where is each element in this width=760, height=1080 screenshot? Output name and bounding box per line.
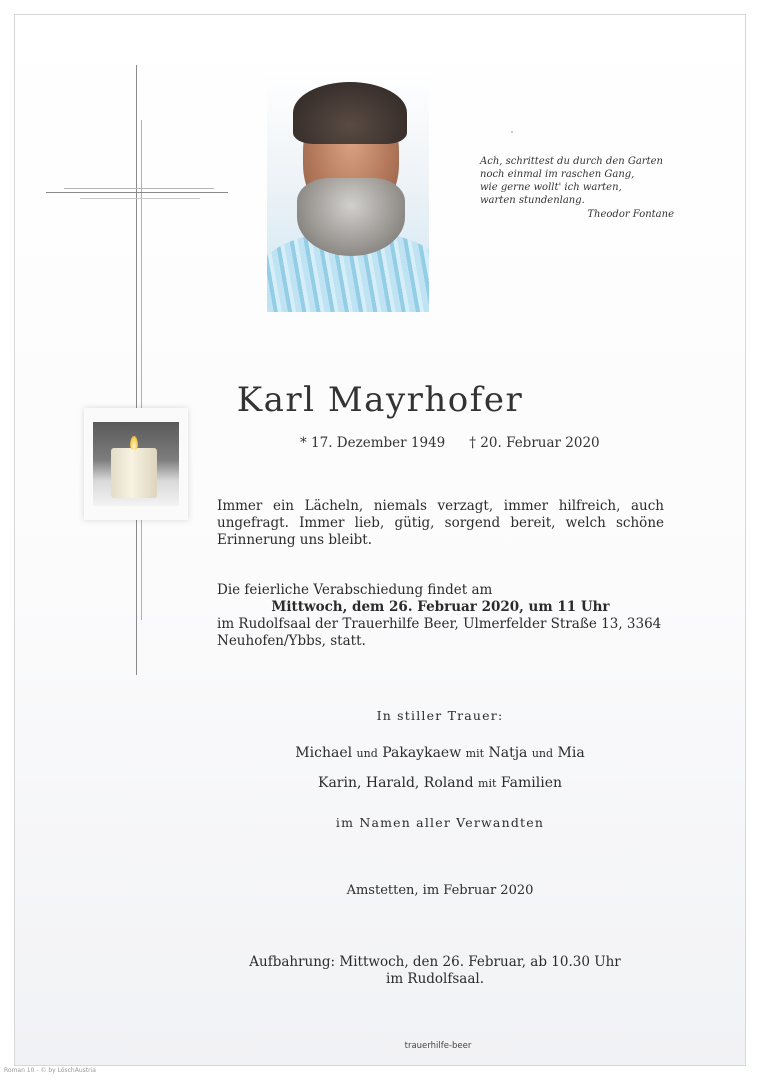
mourner-name: Michael [295, 745, 353, 761]
cross-horizontal-line [46, 192, 228, 193]
footer-brand: trauerhilfe-beer [404, 1041, 472, 1051]
life-dates [300, 435, 600, 451]
connector-word: und [531, 747, 554, 760]
candle-icon [111, 448, 157, 498]
mourners-title: In stiller Trauer: [376, 708, 504, 723]
portrait-beard [297, 178, 405, 256]
candle-image-frame [84, 408, 188, 520]
ceremony-info [217, 582, 664, 650]
connector-word: und [356, 747, 378, 760]
portrait-hair [293, 82, 407, 144]
footer-copyright: Roman 10 - © by LöschAustria [4, 1067, 96, 1074]
portrait-photo [267, 72, 429, 312]
cross-vertical-line-inner [141, 120, 142, 620]
death-date: † 20. Februar 2020 [469, 435, 600, 451]
mourner-name: Familien [500, 775, 562, 791]
mourner-name: Mia [557, 745, 585, 761]
ceremony-intro: Die feierliche Verabschiedung findet am [217, 582, 493, 598]
cross-horizontal-line-lower [80, 198, 200, 199]
candle-photo [93, 422, 179, 506]
connector-word: mit [478, 777, 497, 790]
birth-date: * 17. Dezember 1949 [300, 435, 446, 451]
quote-author: Theodor Fontane [587, 209, 674, 220]
ceremony-location: im Rudolfsaal der Trauerhilfe Beer, Ulmerfelder Straße 13, 3364 Neuhofen/Ybbs, statt. [217, 616, 662, 649]
relatives-note: im Namen aller Verwandten [335, 815, 545, 830]
mourners-line-2 [0, 775, 760, 791]
mourner-name: Karin, Harald, Roland [317, 775, 474, 791]
place-date: Amstetten, im Februar 2020 [346, 883, 534, 898]
speck [511, 131, 513, 133]
connector-word: mit [465, 747, 485, 760]
quote-line: Ach, schrittest du durch den Garten [480, 156, 663, 167]
mourner-name: Natja [488, 745, 528, 761]
cross-horizontal-line-upper [64, 188, 214, 189]
viewing-line-1: Aufbahrung: Mittwoch, den 26. Februar, ab 10.30 Uhr [249, 954, 621, 970]
deceased-name: Karl Mayrhofer [236, 380, 524, 420]
mourners-line-1 [0, 745, 760, 761]
viewing-info [0, 954, 760, 988]
quote-line: warten stundenlang. [480, 195, 585, 206]
ceremony-datetime: Mittwoch, dem 26. Februar 2020, um 11 Uhr [271, 599, 610, 615]
quote-line: wie gerne wollt' ich warten, [480, 182, 622, 193]
viewing-line-2: im Rudolfsaal. [386, 971, 484, 987]
mourner-name: Pakaykaew [382, 745, 462, 761]
tribute-text: Immer ein Lächeln, niemals verzagt, immer hilfreich, auch ungefragt. Immer lieb, gütig, sorgend bereit, welch schöne Erinnerung uns bleibt. [217, 498, 664, 548]
poem-quote [480, 155, 680, 221]
cross-vertical-line [136, 65, 137, 675]
quote-line: noch einmal im raschen Gang, [480, 169, 635, 180]
flame-icon [130, 436, 138, 450]
